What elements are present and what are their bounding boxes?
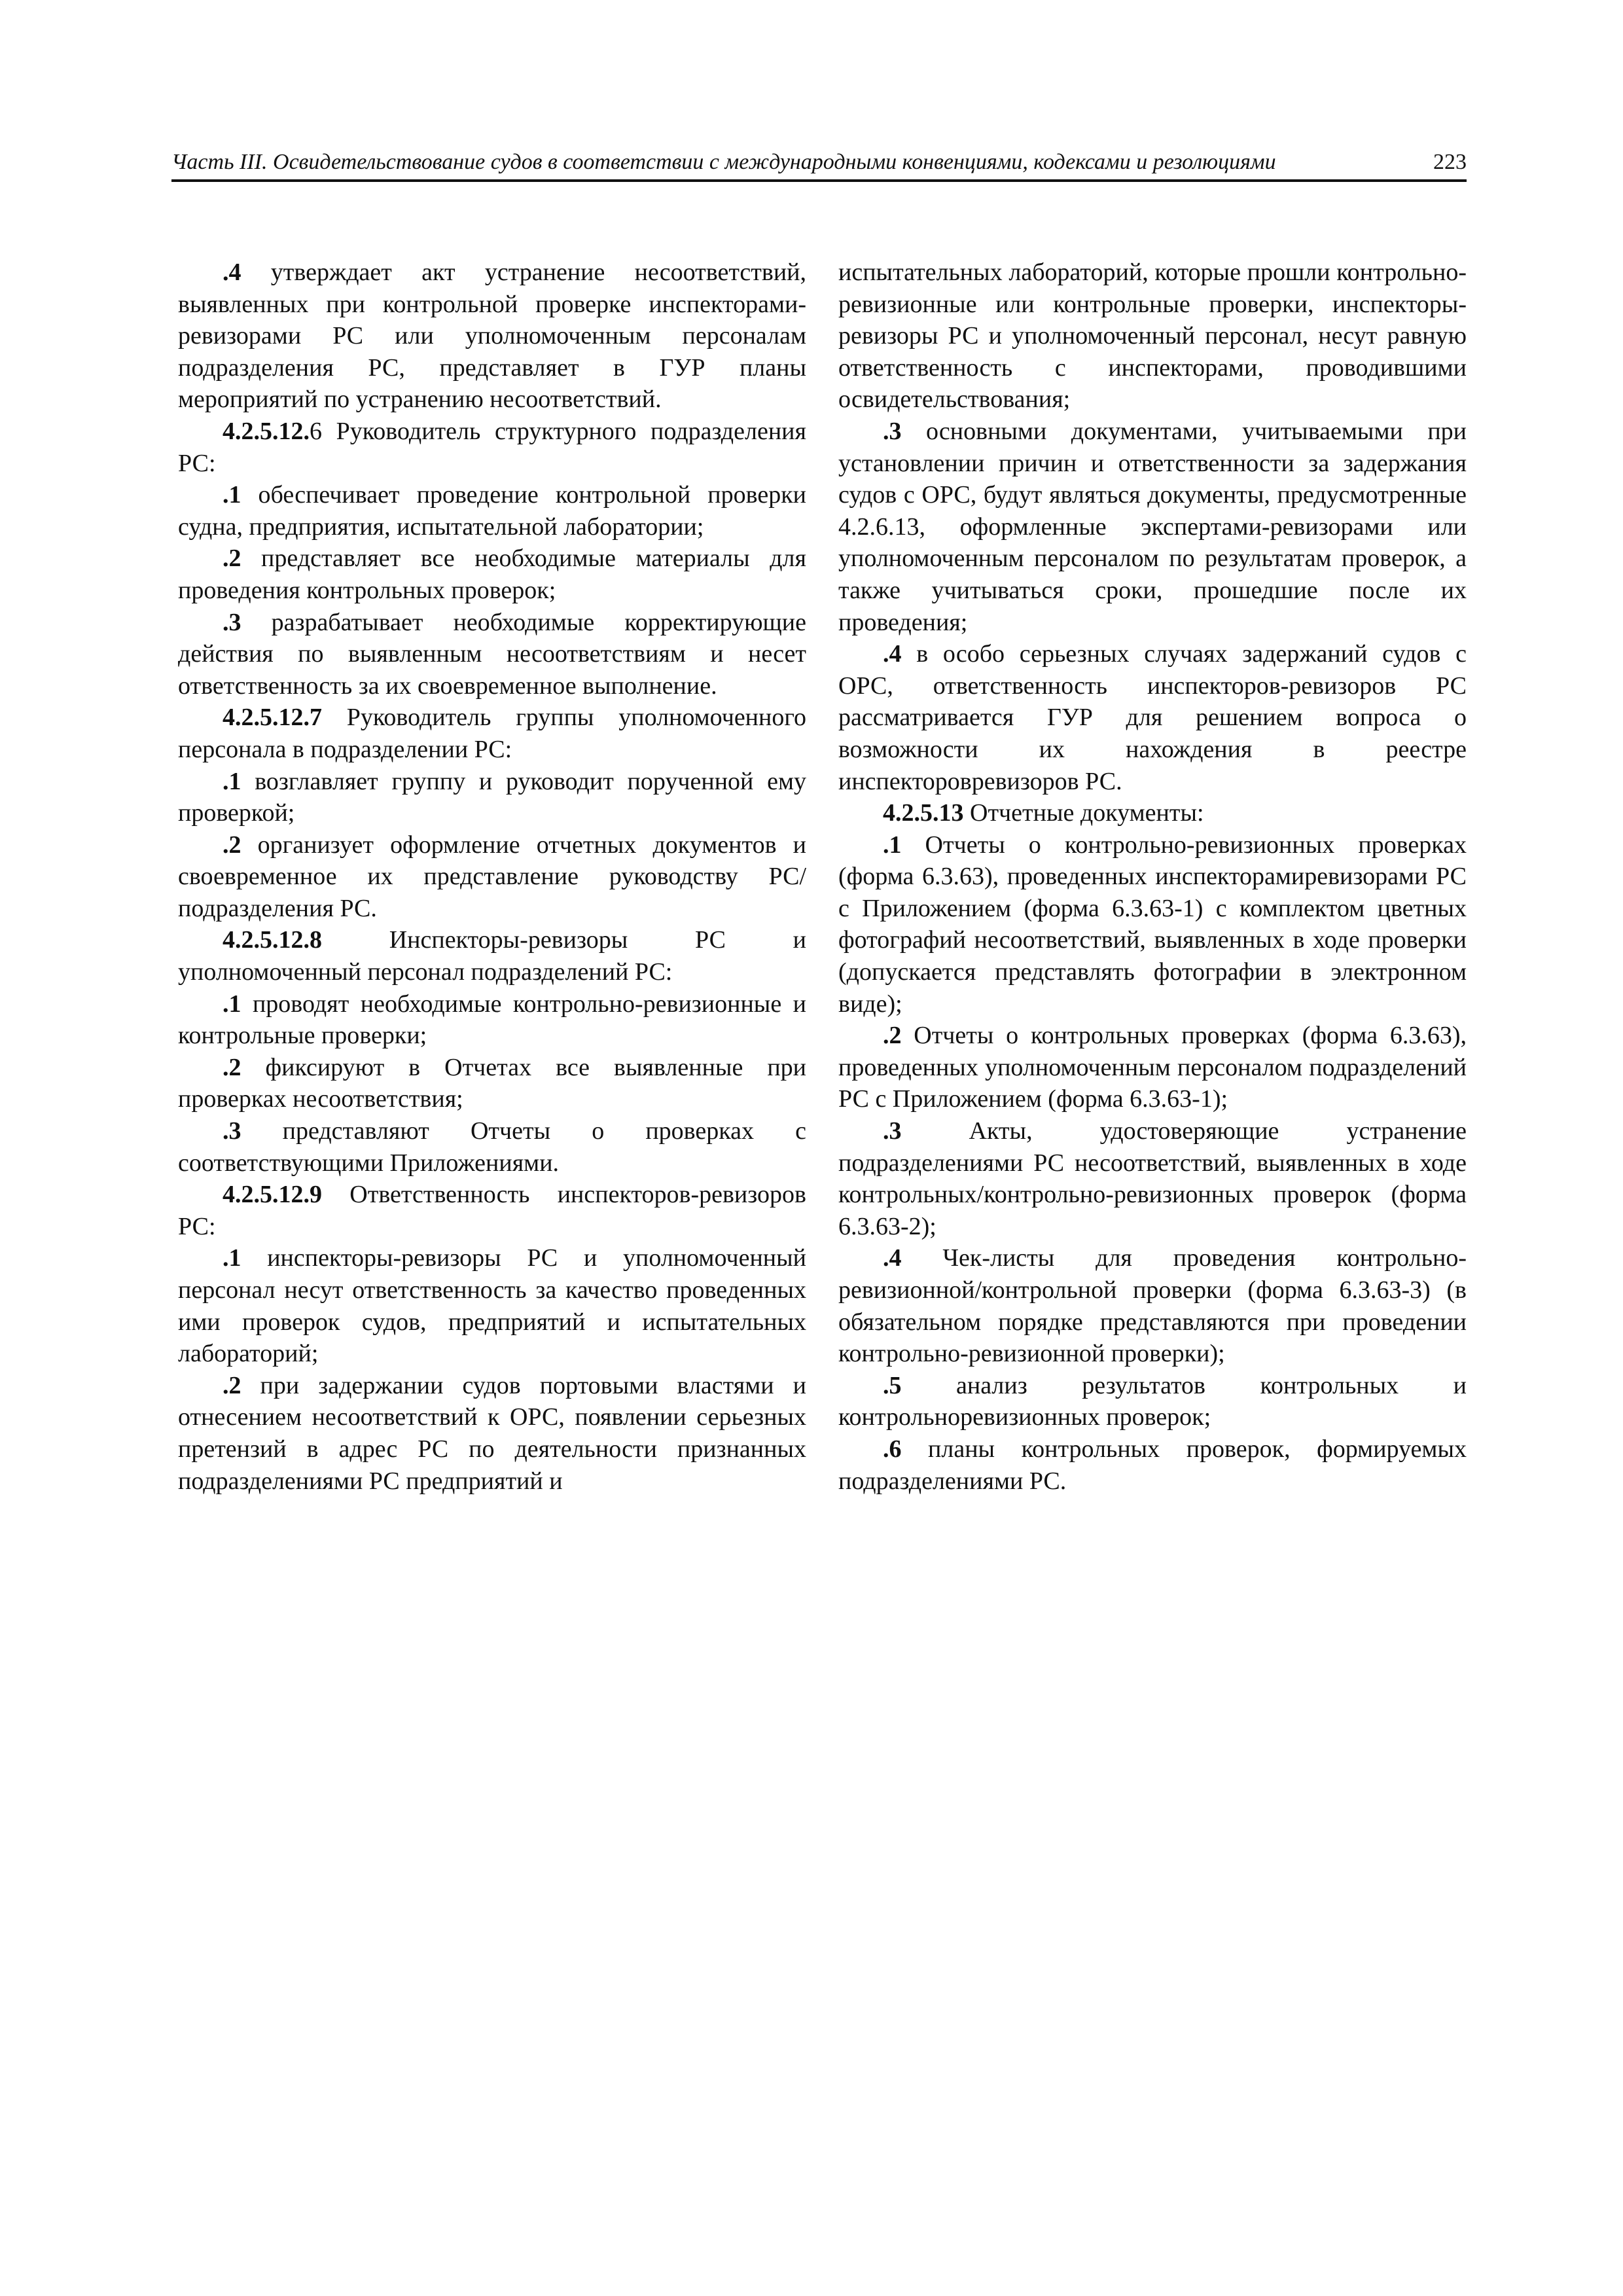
clause-number: .4 [883, 1244, 902, 1272]
clause-number: .3 [883, 417, 902, 445]
paragraph [178, 257, 806, 416]
clause-number: 4.2.5.12.9 [223, 1181, 322, 1209]
paragraph-text: представляет все необходимые материалы для проведения контрольных проверок; [178, 545, 806, 604]
clause-number: .1 [223, 1244, 241, 1272]
clause-number: 4.2.5.12.7 [223, 704, 322, 732]
paragraph-text: инспекторы-ревизоры РС и уполномоченный персонал несут ответственность за качество проведенных ими проверок судов, предприятий и испытательных лабораторий; [178, 1244, 806, 1368]
paragraph [838, 1370, 1467, 1433]
clause-number: .5 [883, 1371, 902, 1399]
paragraph-text: Инспекторы-ревизоры РС и уполномоченный персонал подразделений РС: [178, 926, 806, 986]
right-column [838, 257, 1467, 1497]
paragraph-text: Отчеты о контрольно-ревизионных проверках (форма 6.3.63), проведенных инспекторамиревизорами РС с Приложением (форма 6.3.63-1) с комплектом цветных фотографий несоответствий, выявленных в ходе проверки (допускается представлять фотографии в электронном виде); [838, 831, 1467, 1018]
paragraph-text: при задержании судов портовыми властями и отнесением несоответствий к ОРС, появлении серьезных претензий в адрес РС по деятельности признанных подразделениями РС предприятий и [178, 1371, 806, 1495]
paragraph [178, 479, 806, 543]
paragraph [178, 1115, 806, 1179]
paragraph [178, 766, 806, 829]
paragraph [178, 1052, 806, 1115]
paragraph [178, 1370, 806, 1497]
clause-number: .2 [883, 1022, 902, 1050]
paragraph [838, 1115, 1467, 1242]
clause-number: .4 [883, 640, 902, 668]
left-column [178, 257, 806, 1497]
paragraph [178, 607, 806, 702]
paragraph-text: Отчетные документы: [963, 799, 1204, 827]
paragraph-text: Руководитель группы уполномоченного персонала в подразделении РС: [178, 704, 806, 763]
paragraph [178, 924, 806, 988]
clause-number: .1 [223, 767, 241, 795]
clause-number: 4.2.5.12. [223, 417, 310, 445]
paragraph-text: Чек-листы для проведения контрольно-ревизионной/контрольной проверки (форма 6.3.63-3) (в обязательном порядке представляются при проведении контрольно-ревизионной проверки); [838, 1244, 1467, 1368]
paragraph-text: Отчеты о контрольных проверках (форма 6.3.63), проведенных уполномоченным персоналом подразделений РС с Приложением (форма 6.3.63-1); [838, 1022, 1467, 1113]
clause-number: .2 [223, 831, 241, 859]
paragraph [838, 797, 1467, 829]
clause-number: .3 [223, 1117, 241, 1145]
paragraph-text: утверждает акт устранение несоответствий, выявленных при контрольной проверке инспекторами-ревизорами РС или уполномоченным персоналам подразделения РС, представляет в ГУР планы мероприятий по устранению несоответствий. [178, 259, 806, 414]
paragraph [178, 988, 806, 1052]
paragraph [838, 638, 1467, 797]
clause-number: .3 [223, 608, 241, 636]
paragraph-text: обеспечивает проведение контрольной проверки судна, предприятия, испытательной лаборатории; [178, 481, 806, 541]
running-header [171, 145, 1467, 182]
paragraph-text: фиксируют в Отчетах все выявленные при проверках несоответствия; [178, 1053, 806, 1113]
paragraph [178, 1242, 806, 1369]
clause-number: .1 [223, 481, 241, 509]
clause-number: .2 [223, 1053, 241, 1081]
paragraph [178, 702, 806, 765]
paragraph-text: проводят необходимые контрольно-ревизионные и контрольные проверки; [178, 990, 806, 1050]
paragraph-text: организует оформление отчетных документов и своевременное их представление руководству РС/ подразделения РС. [178, 831, 806, 922]
paragraph [838, 1433, 1467, 1497]
paragraph-text: испытательных лабораторий, которые прошли контрольно-ревизионные или контрольные проверки, инспекторы-ревизоры РС и уполномоченный персонал, несут равную ответственность с инспекторами, проводившими освидетельствования; [838, 259, 1467, 414]
clause-number: .4 [223, 259, 241, 286]
paragraph [838, 257, 1467, 416]
paragraph-text: основными документами, учитываемыми при установлении причин и ответственности за задержания судов с ОРС, будут являться документы, предусмотренные 4.2.6.13, оформленные экспертами-ревизорами или уполномоченным персоналом по результатам проверок, а также учитываться сроки, прошедшие после их проведения; [838, 417, 1467, 636]
clause-number: .6 [883, 1435, 902, 1463]
paragraph-text: Ответственность инспекторов-ревизоров РС: [178, 1181, 806, 1240]
paragraph [838, 1242, 1467, 1369]
paragraph-text: планы контрольных проверок, формируемых подразделениями РС. [838, 1435, 1467, 1495]
paragraph-text: разрабатывает необходимые корректирующие действия по выявленным несоответствиям и несет ответственность за их своевременное выполнение. [178, 608, 806, 700]
paragraph-text: Руководитель структурного подразделения РС: [178, 417, 806, 477]
clause-number: 4.2.5.13 [883, 799, 964, 827]
paragraph [178, 543, 806, 606]
clause-number-suffix: 6 [310, 417, 322, 445]
paragraph [178, 829, 806, 925]
clause-number: .2 [223, 1371, 241, 1399]
paragraph [838, 416, 1467, 638]
paragraph [838, 1020, 1467, 1115]
header-title: Часть III. Освидетельствование судов в соответствии с международными конвенциями, кодексами и резолюциями [171, 150, 1276, 174]
page-number: 223 [1433, 150, 1467, 174]
paragraph-text: анализ результатов контрольных и контрольноревизионных проверок; [838, 1371, 1467, 1431]
paragraph [178, 416, 806, 479]
paragraph [178, 1179, 806, 1242]
paragraph-text: Акты, удостоверяющие устранение подразделениями РС несоответствий, выявленных в ходе контрольных/контрольно-ревизионных проверок (форма 6.3.63-2); [838, 1117, 1467, 1240]
paragraph-text: возглавляет группу и руководит порученной ему проверкой; [178, 767, 806, 827]
clause-number: .1 [223, 990, 241, 1018]
clause-number: 4.2.5.12.8 [223, 926, 322, 954]
clause-number: .2 [223, 545, 241, 573]
clause-number: .1 [883, 831, 902, 859]
paragraph-text: в особо серьезных случаях задержаний судов с ОРС, ответственность инспекторов-ревизоров РС рассматривается ГУР для решением вопроса о возможности их нахождения в реестре инспекторовревизоров РС. [838, 640, 1467, 795]
clause-number: .3 [883, 1117, 902, 1145]
paragraph [838, 829, 1467, 1020]
paragraph-text: представляют Отчеты о проверках с соответствующими Приложениями. [178, 1117, 806, 1177]
